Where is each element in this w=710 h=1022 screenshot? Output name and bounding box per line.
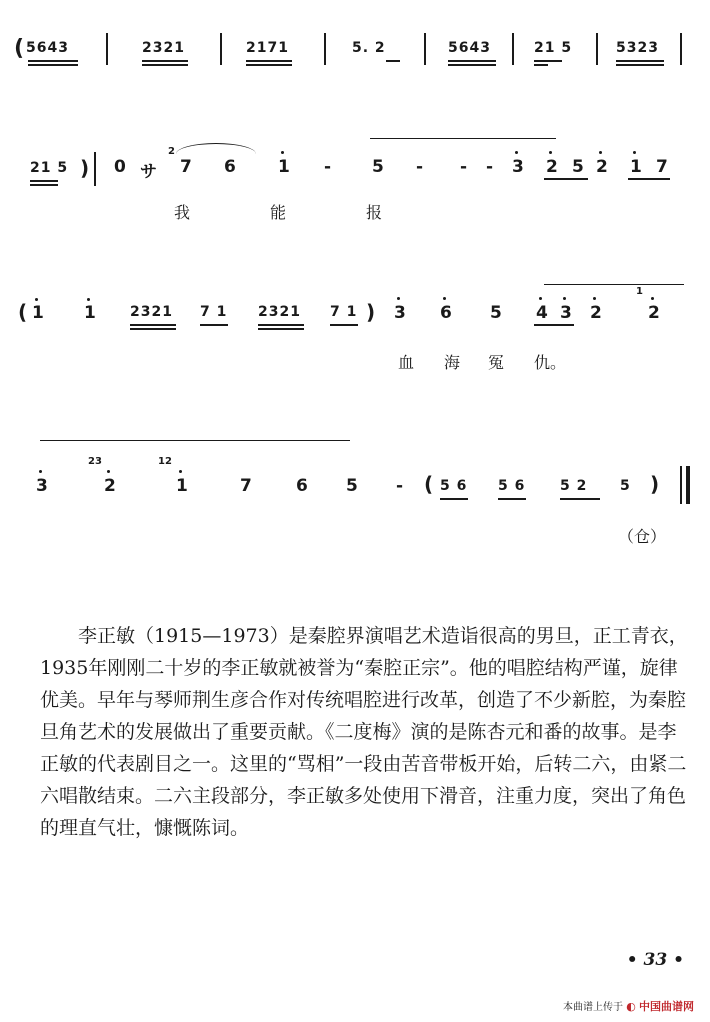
source-footer bbox=[563, 998, 694, 1014]
note: - bbox=[396, 476, 404, 496]
note: 2 bbox=[590, 303, 602, 323]
note-group: 5 2 bbox=[560, 478, 588, 494]
measure: 5643 bbox=[26, 40, 69, 56]
note: 0 bbox=[114, 157, 126, 177]
note: 2 bbox=[546, 157, 558, 177]
measure: 21 5 bbox=[534, 40, 573, 56]
note: 5 bbox=[572, 157, 584, 177]
note: 2 bbox=[104, 476, 116, 496]
close-paren: ) bbox=[650, 472, 660, 496]
note: 3 bbox=[560, 303, 572, 323]
source-brand[interactable]: 中国曲谱网 bbox=[639, 1000, 694, 1013]
note: 4 bbox=[536, 303, 548, 323]
note: 5 bbox=[620, 478, 631, 494]
lyric: 海 bbox=[444, 353, 461, 372]
note: 1 bbox=[278, 157, 290, 177]
note: 3 bbox=[36, 476, 48, 496]
page-number: • 33 • bbox=[626, 950, 684, 970]
note: - bbox=[324, 157, 332, 177]
note: 7 bbox=[180, 157, 192, 177]
note: 7 bbox=[656, 157, 668, 177]
note: 3 bbox=[394, 303, 406, 323]
note-group: 7 1 bbox=[330, 304, 358, 320]
brand-logo-icon: ◐ bbox=[626, 1000, 636, 1013]
lyric: 我 bbox=[174, 203, 191, 222]
measure: 2171 bbox=[246, 40, 289, 56]
note-group: 5 6 bbox=[498, 478, 526, 494]
note-group: 2321 bbox=[130, 304, 173, 320]
grace-note: 1 bbox=[636, 286, 643, 297]
close-paren: ) bbox=[80, 156, 90, 180]
note: 1 bbox=[84, 303, 96, 323]
note: 5 bbox=[372, 157, 384, 177]
open-paren: ( bbox=[18, 300, 28, 324]
lyric: 血 bbox=[398, 353, 415, 372]
note: 1 bbox=[630, 157, 642, 177]
note: 7 bbox=[240, 476, 252, 496]
lyric: 仇。 bbox=[534, 353, 567, 372]
grace-note: 12 bbox=[158, 456, 172, 467]
note: 1 bbox=[176, 476, 188, 496]
lyric: 报 bbox=[366, 203, 383, 222]
note: 1 bbox=[32, 303, 44, 323]
lyric: 冤 bbox=[488, 353, 505, 372]
note: 2 bbox=[648, 303, 660, 323]
open-paren: ( bbox=[14, 36, 25, 61]
note: 3 bbox=[512, 157, 524, 177]
commentary bbox=[40, 620, 690, 844]
commentary-paragraph: 李正敏（1915—1973）是秦腔界演唱艺术造诣很高的男旦，正工青衣，1935年刚刚二十岁的李正敏就被誉为“秦腔正宗”。他的唱腔结构严谨，旋律优美。早年与琴师荆生彦合作对传统唱腔进行改革，创造了不少新腔，为秦腔旦角艺术的发展做出了重要贡献。《二度梅》演的是陈杏元和番的故事。是李正敏的代表剧目之一。这里的“骂相”一段由苦音带板开始，后转二六，由紧二六唱散结束。二六主段部分，李正敏多处使用下滑音，注重力度，突出了角色的理直气壮，慷慨陈词。 bbox=[40, 625, 688, 839]
open-paren: ( bbox=[424, 472, 434, 496]
note: - bbox=[460, 157, 468, 177]
note: 5 bbox=[346, 476, 358, 496]
close-paren: ) bbox=[366, 300, 376, 324]
note: 6 bbox=[296, 476, 308, 496]
note: - bbox=[486, 157, 494, 177]
grace-note: 2 bbox=[168, 146, 175, 157]
note: 6 bbox=[224, 157, 236, 177]
note-group: 2321 bbox=[258, 304, 301, 320]
note: 5 bbox=[490, 303, 502, 323]
measure: 2321 bbox=[142, 40, 185, 56]
note-group: 7 1 bbox=[200, 304, 228, 320]
note: - bbox=[416, 157, 424, 177]
annotation: （仓） bbox=[618, 527, 667, 546]
lyric: 能 bbox=[270, 203, 287, 222]
measure: 5. 2 bbox=[352, 40, 386, 56]
note: 6 bbox=[440, 303, 452, 323]
source-prefix: 本曲谱上传于 bbox=[563, 1002, 624, 1013]
note: サ bbox=[140, 162, 157, 182]
grace-note: 23 bbox=[88, 456, 102, 467]
measure-tail: 21 5 bbox=[30, 160, 69, 176]
note: 2 bbox=[596, 157, 608, 177]
note-group: 5 6 bbox=[440, 478, 468, 494]
measure: 5323 bbox=[616, 40, 659, 56]
measure: 5643 bbox=[448, 40, 491, 56]
